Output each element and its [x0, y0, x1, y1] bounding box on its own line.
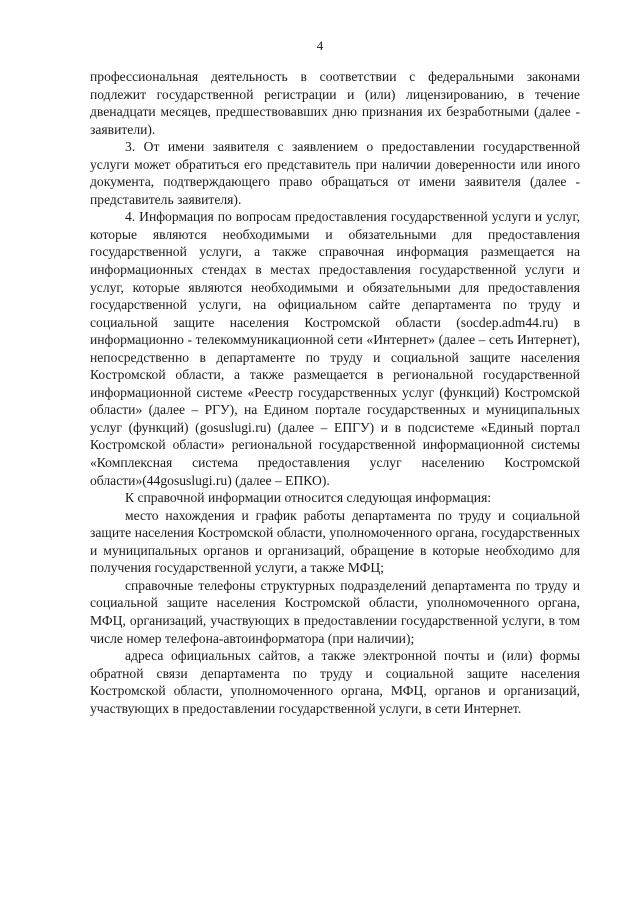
paragraph-4-information: 4. Информация по вопросам предоставления государственной услуги и услуг, которые являются необходимыми и обязательными для предоставления государственной услуги, а также справочная информация размещается на информационных стендах в местах предоставления государственной услуги и услуг, которые являются необходимыми и обязательными для предоставления государственной услуги, на официальном сайте департамента по труду и социальной защите населения Костромской области (socdep.adm44.ru) в информационно - телекоммуникационной сети «Интернет» (далее – сеть Интернет), непосредственно в департаменте по труду и социальной защите населения Костромской области, а также размещается в региональной государственной информационной системе «Реестр государственных услуг (функций) Костромской области» (далее – РГУ), на Едином портале государственных и муниципальных услуг (функций) (gosuslugi.ru) (далее – ЕПГУ) и в подсистеме «Единый портал Костромской области» региональной государственной информационной системы «Комплексная система предоставления услуг населению Костромской области»(44gosuslugi.ru) (далее – ЕПКО). — [90, 209, 580, 488]
document-body — [90, 68, 580, 717]
paragraph-3-representative: 3. От имени заявителя с заявлением о предоставлении государственной услуги может обратиться его представитель при наличии доверенности или иного документа, подтверждающего право обращаться от имени заявителя (далее - представитель заявителя). — [90, 139, 580, 207]
paragraph-location-schedule: место нахождения и график работы департамента по труду и социальной защите населения Костромской области, уполномоченного органа, государственных и муниципальных органов и организаций, обращение в которые необходимо для получения государственной услуги, а также МФЦ; — [90, 507, 580, 576]
paragraph-reference-info-intro: К справочной информации относится следующая информация: — [125, 490, 492, 506]
page-number: 4 — [316, 38, 324, 53]
paragraph-applicants-definition: профессиональная деятельность в соответствии с федеральными законами подлежит государственной регистрации и (или) лицензированию, в течение двенадцати месяцев, предшествовавших дню признания их безработными (далее - заявители). — [90, 69, 580, 137]
paragraph-websites-email: адреса официальных сайтов, а также электронной почты и (или) формы обратной связи департамента по труду и социальной защите населения Костромской области, уполномоченного органа, МФЦ, органов и организаций, участвующих в предоставлении государственной услуги, в сети Интернет. — [90, 648, 580, 716]
paragraph-reference-phones: справочные телефоны структурных подразделений департамента по труду и социальной защите населения Костромской области, уполномоченного органа, МФЦ, организаций, участвующих в предоставлении государственной услуги, в том числе номер телефона-автоинформатора (при наличии); — [90, 577, 580, 646]
